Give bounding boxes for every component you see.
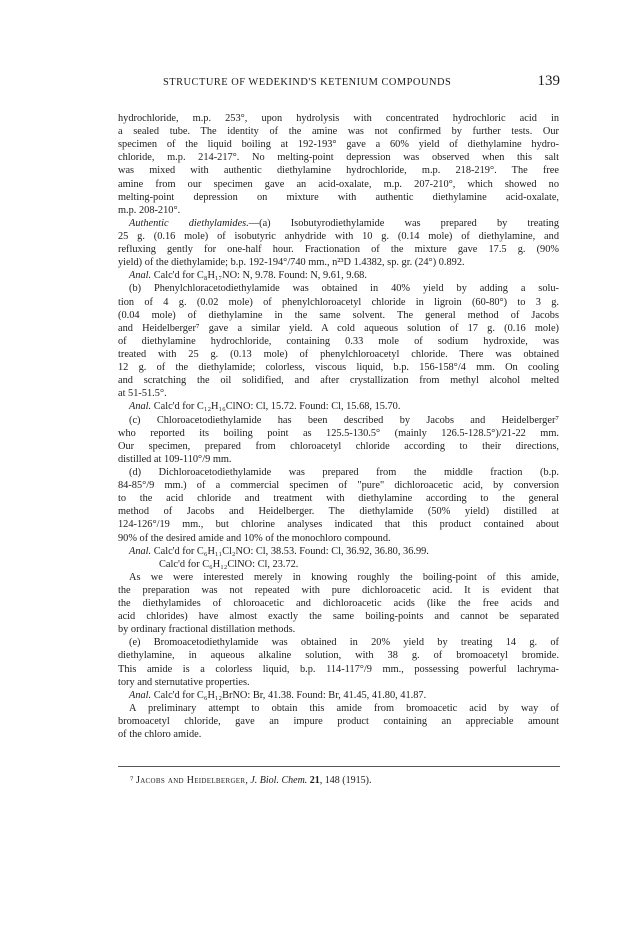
footnote-pages-year: 148 (1915). xyxy=(324,775,372,786)
text-line xyxy=(118,217,559,230)
text-line: tory and sternutative properties. xyxy=(118,676,250,688)
line-text: Calc'd for C₆H₁₂BrNO: Br, 41.38. Found: Br, 41.45, 41.80, 41.87. xyxy=(151,689,427,701)
text-line: hydrochloride, m.p. 253°, upon hydrolysis with concentrated hydrochloric acid in xyxy=(118,113,559,124)
text-line: (d) Dichloroacetodiethylamide was prepared from the middle fraction (b.p. xyxy=(129,466,559,478)
italic-run-in: Anal. xyxy=(129,270,152,282)
text-line xyxy=(118,400,559,413)
footnote-authors: Jacobs and Heidelberger xyxy=(136,775,246,786)
text-line: bromoacetyl chloride, gave an impure product containing an appreciable amount xyxy=(118,716,559,728)
text-line: acid chlorides) have almost exactly the same boiling-points and cannot be separated xyxy=(118,611,559,623)
body-text xyxy=(118,112,559,741)
text-line: (c) Chloroacetodiethylamide has been described by Jacobs and Heidelberger⁷ xyxy=(129,414,559,426)
text-line: As we were interested merely in knowing roughly the boiling-point of this amide, xyxy=(129,571,559,583)
text-line: of the chloro amide. xyxy=(118,729,202,741)
text-line: and scratching the oil solidified, and after crystallization from methyl alcohol melted xyxy=(118,375,559,387)
text-line: yield) of the diethylamide; b.p. 192-194°/740 mm., n²³D 1.4382, sp. gr. (24°) 0.892. xyxy=(118,257,465,269)
text-line: 124-126°/19 mm., but chlorine analyses indicated that this product contained about xyxy=(118,519,559,531)
text-line: (0.04 mole) of diethylamine in the same solvent. The general method of Jacobs xyxy=(118,309,559,321)
text-line: 25 g. (0.16 mole) of isobutyric anhydride with 10 g. (0.14 mole) of diethylamine, and xyxy=(118,230,559,242)
line-text: —(a) Isobutyrodiethylamide was prepared by treating xyxy=(248,217,559,229)
text-line: of diethylamine hydrochloride, containing 0.33 mole of sodium hydroxide, was xyxy=(118,335,559,347)
text-line: a sealed tube. The identity of the amine was not confirmed by further tests. Our xyxy=(118,126,559,138)
text-line: at 51-51.5°. xyxy=(118,388,167,400)
text-line: the preparation was not repeated with pure dichloroacetic acid. It is evident that xyxy=(118,584,559,596)
text-line: and Heidelberger⁷ gave a similar yield. A cold aqueous solution of 17 g. (0.16 mole) xyxy=(118,322,559,334)
line-text: Calc'd for C₁₂H₁₆ClNO: Cl, 15.72. Found: Cl, 15.68, 15.70. xyxy=(151,401,401,413)
line-text: Calc'd for C₆H₁₁Cl₂NO: Cl, 38.53. Found: Cl, 36.92, 36.80, 36.99. xyxy=(151,545,429,557)
text-line xyxy=(118,545,559,558)
italic-run-in: Anal. xyxy=(129,689,152,701)
italic-run-in: Authentic diethylamides. xyxy=(129,217,249,229)
text-line: by ordinary fractional distillation methods. xyxy=(118,624,296,636)
text-line: Our specimen, prepared from chloroacetyl chloride according to their directions, xyxy=(118,440,559,452)
italic-run-in: Anal. xyxy=(129,545,152,557)
page-number: 139 xyxy=(537,73,560,89)
text-line xyxy=(118,689,559,702)
page-header xyxy=(155,73,560,91)
text-line: who reported its boiling point as 125.5-130.5° (mainly 126.5-128.5°)/21-22 mm. xyxy=(118,427,559,439)
text-line: refluxing gently for one-half hour. Fractionation of the mixture gave 17.5 g. (90% xyxy=(118,244,559,256)
text-line: tion of 4 g. (0.02 mole) of phenylchloroacetyl chloride in ligroin (60-80°) to 3 g. xyxy=(118,296,559,308)
text-line: distilled at 109-110°/9 mm. xyxy=(118,453,232,465)
text-line: treated with 25 g. (0.13 mole) of phenylchloroacetyl chloride. There was obtained xyxy=(118,348,559,360)
text-line: m.p. 208-210°. xyxy=(118,204,181,216)
text-line: Calc'd for C₆H₁₂ClNO: Cl, 23.72. xyxy=(159,558,299,570)
text-line: the diethylamides of chloroacetic and dichloroacetic acids (like the free acids and xyxy=(118,598,559,610)
text-line: This amide is a colorless liquid, b.p. 114-117°/9 mm., possessing powerful lachryma- xyxy=(118,663,559,675)
text-line: 90% of the desired amide and 10% of the monochloro compound. xyxy=(118,532,391,544)
text-line: melting-point depression on mixture with authentic diethylamine acid-oxalate, xyxy=(118,191,559,203)
text-line: A preliminary attempt to obtain this amide from bromoacetic acid by way of xyxy=(129,702,559,714)
line-text: Calc'd for C₈H₁₇NO: N, 9.78. Found: N, 9.61, 9.68. xyxy=(151,270,367,282)
text-line: (b) Phenylchloracetodiethylamide was obtained in 40% yield by adding a solu- xyxy=(129,283,559,295)
text-line: method of Jacobs and Heidelberger. The diethylamide (50% yield) distilled at xyxy=(118,506,559,518)
text-line: 12 g. of the diethylamide; colorless, viscous liquid, b.p. 156-158°/4 mm. On cooling xyxy=(118,362,559,374)
text-line: (e) Bromoacetodiethylamide was obtained in 20% yield by treating 14 g. of xyxy=(129,637,559,649)
footnote-marker: ⁷ xyxy=(130,775,134,786)
footnote-rule xyxy=(118,766,560,767)
footnote-journal: J. Biol. Chem. xyxy=(250,775,308,786)
text-line: specimen of the liquid boiling at 192-193° gave a 60% yield of diethylamine hydro- xyxy=(118,139,559,151)
text-line: 84-85°/9 mm.) of a commercial specimen of "pure" dichloroacetic acid, by conversion xyxy=(118,480,559,492)
text-line: amine from our specimen gave an acid-oxalate, m.p. 207-210°, which showed no xyxy=(118,178,559,190)
text-line: diethylamine, in aqueous alkaline solution, with 38 g. of bromoacetyl bromide. xyxy=(118,650,559,662)
footnote: ⁷ Jacobs and Heidelberger, J. Biol. Chem. 21, 148 (1915). xyxy=(130,775,372,786)
text-line xyxy=(118,269,559,282)
footnote-volume: 21 xyxy=(309,775,320,786)
text-line: was mixed with authentic diethylamine hydrochloride, m.p. 218-219°. The free xyxy=(118,165,559,177)
italic-run-in: Anal. xyxy=(129,401,152,413)
running-head: STRUCTURE OF WEDEKIND'S KETENIUM COMPOUNDS xyxy=(163,77,452,88)
text-line: chloride, m.p. 214-217°. No melting-point depression was observed when this salt xyxy=(118,152,559,164)
text-line: to the acid chloride and treatment with diethylamine according to the general xyxy=(118,493,559,505)
